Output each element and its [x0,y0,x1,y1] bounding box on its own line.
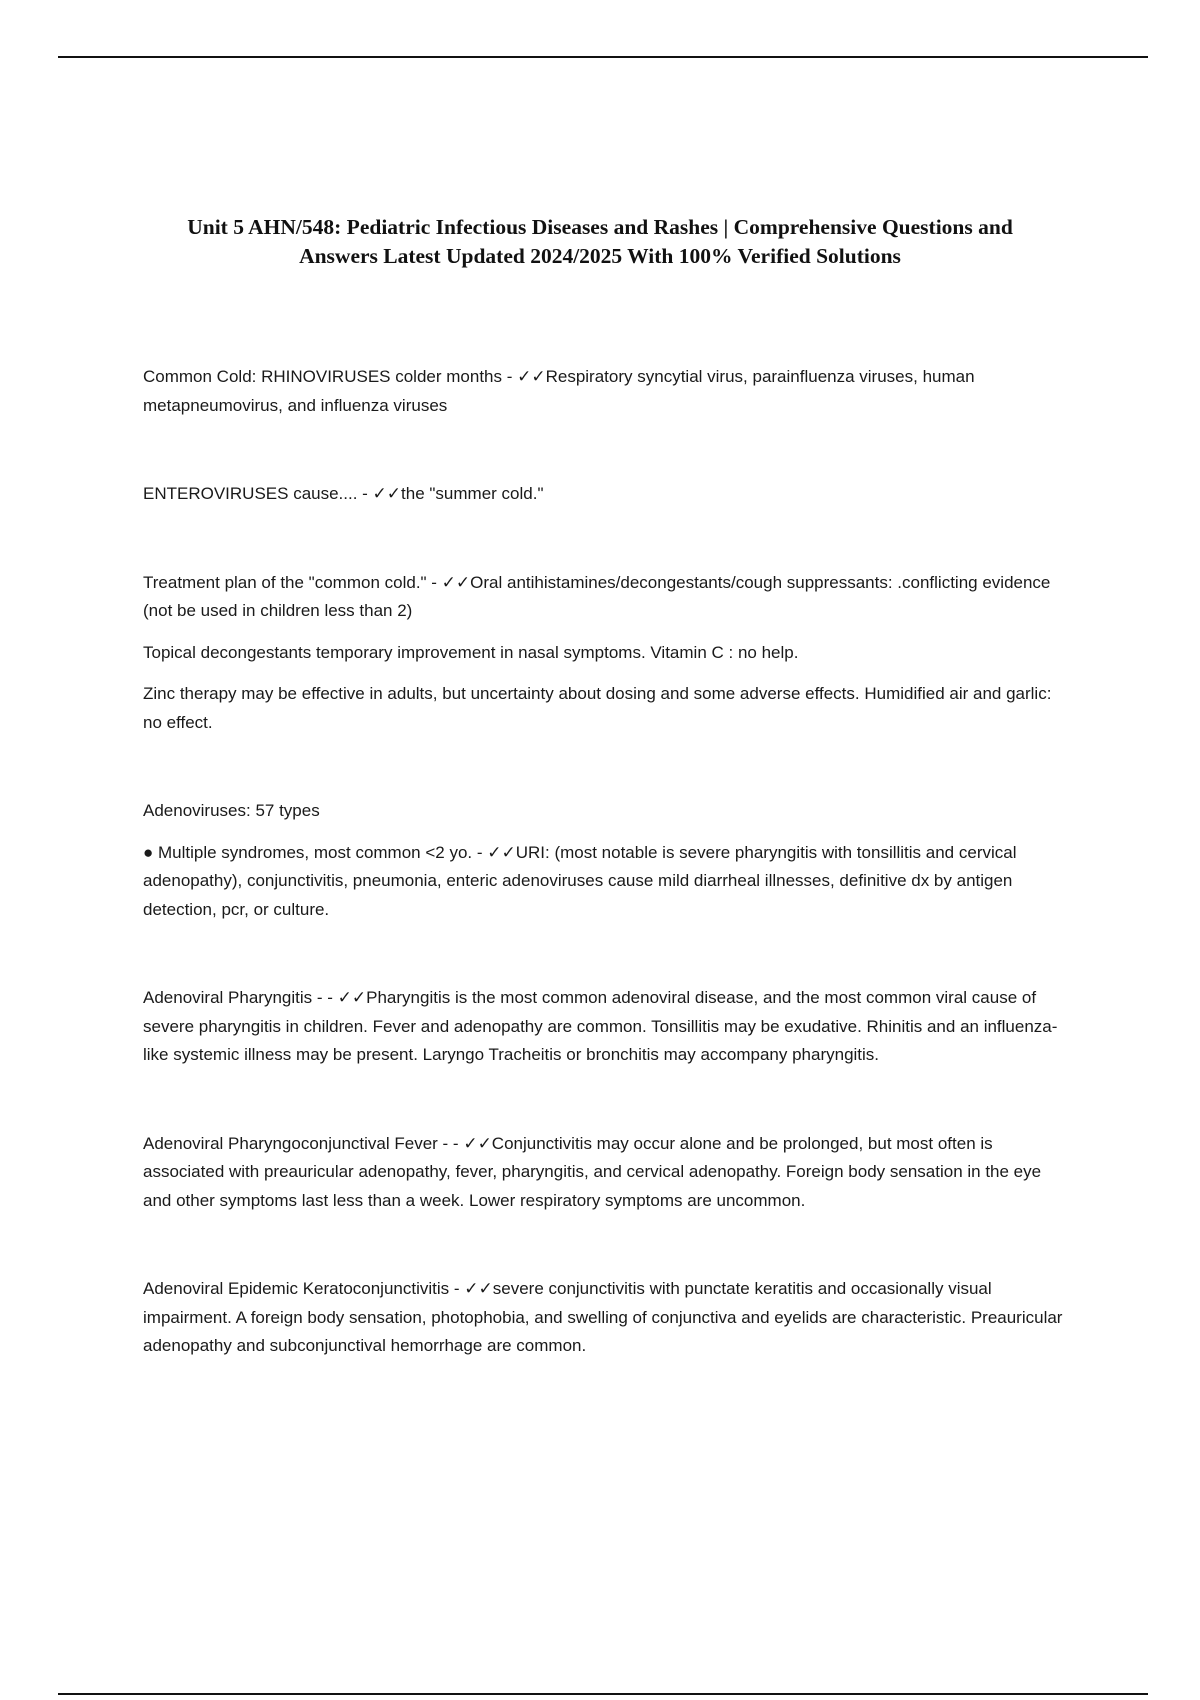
document-title [100,213,1100,271]
footer-rule [58,1693,1148,1695]
document-title-line-1: Unit 5 AHN/548: Pediatric Infectious Diseases and Rashes | Comprehensive Questions and [187,215,1013,239]
document-body [143,363,1063,1361]
paragraph-epidemic-keratoconjunctivitis: Adenoviral Epidemic Keratoconjunctivitis - ✓✓severe conjunctivitis with punctate keratitis and occasionally visual impairment. A foreign body sensation, photophobia, and swelling of conjunctiva and eyelids are characteristic. Preauricular adenopathy and subconjunctival hemorrhage are common. [143,1279,1063,1355]
paragraph-adenoviruses: Adenoviruses: 57 types [143,801,320,820]
paragraph-treatment-plan: Treatment plan of the "common cold." - ✓✓Oral antihistamines/decongestants/cough suppressants: .conflicting evidence (not be used in children less than 2) [143,572,1051,620]
paragraph-common-cold: Common Cold: RHINOVIRUSES colder months - ✓✓Respiratory syncytial virus, parainfluenza viruses, human metapneumovirus, and influenza viruses [143,367,975,415]
document-title-line-2: Answers Latest Updated 2024/2025 With 100% Verified Solutions [299,244,901,268]
paragraph-enteroviruses: ENTEROVIRUSES cause.... - ✓✓the "summer cold." [143,484,544,503]
paragraph-adenoviral-pharyngitis: Adenoviral Pharyngitis - - ✓✓Pharyngitis is the most common adenoviral disease, and the most common viral cause of severe pharyngitis in children. Fever and adenopathy are common. Tonsillitis may be exudative. Rhinitis and an influenza-like systemic illness may be present. Laryngo Tracheitis or bronchitis may accompany pharyngitis. [143,988,1058,1064]
header-rule [58,56,1148,58]
paragraph-multiple-syndromes: ● Multiple syndromes, most common <2 yo. - ✓✓URI: (most notable is severe pharyngitis with tonsillitis and cervical adenopathy), conjunctivitis, pneumonia, enteric adenoviruses cause mild diarrheal illnesses, definitive dx by antigen detection, pcr, or culture. [143,842,1017,919]
paragraph-zinc-therapy: Zinc therapy may be effective in adults, but uncertainty about dosing and some adverse effects. Humidified air and garlic: no effect. [143,684,1052,732]
paragraph-topical-decongestants: Topical decongestants temporary improvement in nasal symptoms. Vitamin C : no help. [143,642,799,662]
paragraph-pharyngoconjunctival-fever: Adenoviral Pharyngoconjunctival Fever - - ✓✓Conjunctivitis may occur alone and be prolonged, but most often is associated with preauricular adenopathy, fever, pharyngitis, and cervical adenopathy. Foreign body sensation in the eye and other symptoms last less than a week. Lower respiratory symptoms are uncommon. [143,1133,1042,1210]
